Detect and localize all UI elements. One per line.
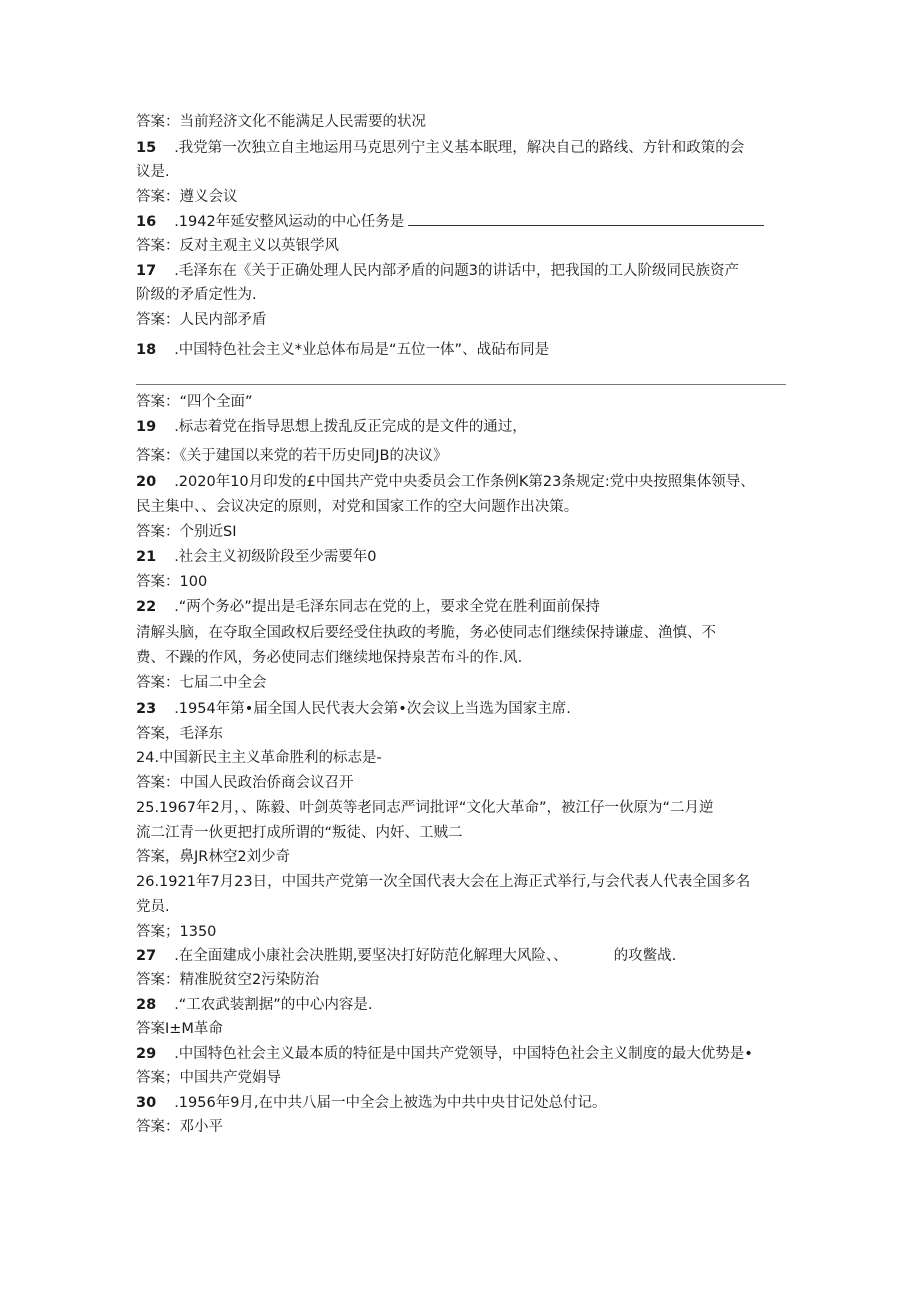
answer-line: 答案；中国共产党娟导: [136, 1070, 281, 1086]
answer-line: 答案：《关于建国以来党的若干历史同JB的决议》: [136, 448, 448, 464]
question-line-20: 20 .2020年10月印发的£中国共产党中央委员会工作条例K第23条规定:党中央按照集体领导、: [136, 474, 755, 490]
blank-underline: [408, 213, 764, 226]
question-line-17: 17 .毛泽东在《关于正确处理人民内部矛盾的问题3的讲话中，把我国的工人阶级同民族资产: [136, 263, 740, 279]
answer-line: 答案：100: [136, 574, 208, 590]
question-line-27: 27 .在全面建成小康社会决胜期,要坚决打好防范化解理大风险、、 的攻鳖战.: [136, 948, 677, 964]
question-line-21: 21 .社会主义初级阶段至少需要年0: [136, 549, 377, 565]
answer-line: 答案：反对主观主义以英银学风: [136, 238, 339, 254]
question-line: 阶级的矛盾定性为.: [136, 287, 257, 303]
question-line: 费、不躁的作风，务必使同志们继续地保持泉苦布斗的作.风.: [136, 650, 523, 666]
answer-line: 答案：精准脱贫空2污染防治: [136, 972, 320, 988]
answer-line: 答案I±M革命: [136, 1021, 223, 1037]
answer-line: 答案：遵义会议: [136, 189, 238, 205]
question-line-19: 19 .标志着党在指导思想上拨乱反正完成的是文件的通过，: [136, 419, 527, 435]
question-line: 流二江青一伙更把打成所谓的“叛徒、内奸、工贼二: [136, 825, 463, 841]
question-line-15: 15 .我党第一次独立自主地运用马克思列宁主义基本眠理，解决自己的路线、方针和政策的会: [136, 140, 745, 156]
question-line-23: 23 .1954年第•届全国人民代表大会第•次会议上当选为国家主席.: [136, 701, 571, 717]
answer-line: 答案：邓小平: [136, 1119, 223, 1135]
answer-line: 答案：中国人民政治侨商会议召开: [136, 775, 354, 791]
question-line-28: 28 .“工农武装割据”的中心内容是.: [136, 997, 373, 1013]
answer-line: 答案：人民内部矛盾: [136, 312, 267, 328]
question-line: 清解头脑，在夺取全国政权后要经受住执政的考脆，务必使同志们继续保持谦虚、渔慎、不: [136, 625, 716, 641]
answer-line: 答案：当前羟济文化不能满足人民需要的状况: [136, 114, 426, 130]
question-line-26: 26.1921年7月23日，中国共产党第一次全国代表大会在上海正式举行,与会代表人代表全国多名: [136, 874, 751, 890]
question-line: 议是.: [136, 164, 170, 180]
answer-line: 答案：七届二中全会: [136, 675, 267, 691]
question-line-25: 25.1967年2月，、陈毅、叶剑英等老同志严词批评“文化大革命”，被江仔一伙原为“二月逆: [136, 800, 714, 816]
answer-line: 答案：“四个全面”: [136, 394, 253, 410]
answer-line: 答案，毛泽东: [136, 726, 223, 742]
answer-line: 答案：个别近SI: [136, 524, 237, 540]
question-line-18: 18 .中国特色社会主义*业总体布局是“五位一体”、战砧布同是: [136, 342, 550, 358]
answer-line: 答案；1350: [136, 924, 217, 940]
question-line-16: 16 .1942年延安整风运动的中心任务是: [136, 212, 786, 232]
question-line: 民主集中、、会议决定的原则，对党和国家工作的空大问题作出决策。: [136, 499, 579, 515]
answer-line: 答案，鼻JR林空2刘少奇: [136, 849, 291, 865]
question-line: 党员.: [136, 899, 170, 915]
question-line-22: 22 .“两个务必”提出是毛泽东同志在党的上，要求全党在胜利面前保持: [136, 599, 600, 615]
blank-rule-line: [136, 384, 786, 385]
question-line-29: 29 .中国特色社会主义最本质的特征是中国共产党领导，中国特色社会主义制度的最大优势是•: [136, 1046, 753, 1062]
question-line-30: 30 .1956年9月,在中共八届一中全会上被选为中共中央甘记处总付记。: [136, 1095, 607, 1111]
question-line-24: 24.中国新民主主义革命胜利的标志是-: [136, 750, 382, 766]
